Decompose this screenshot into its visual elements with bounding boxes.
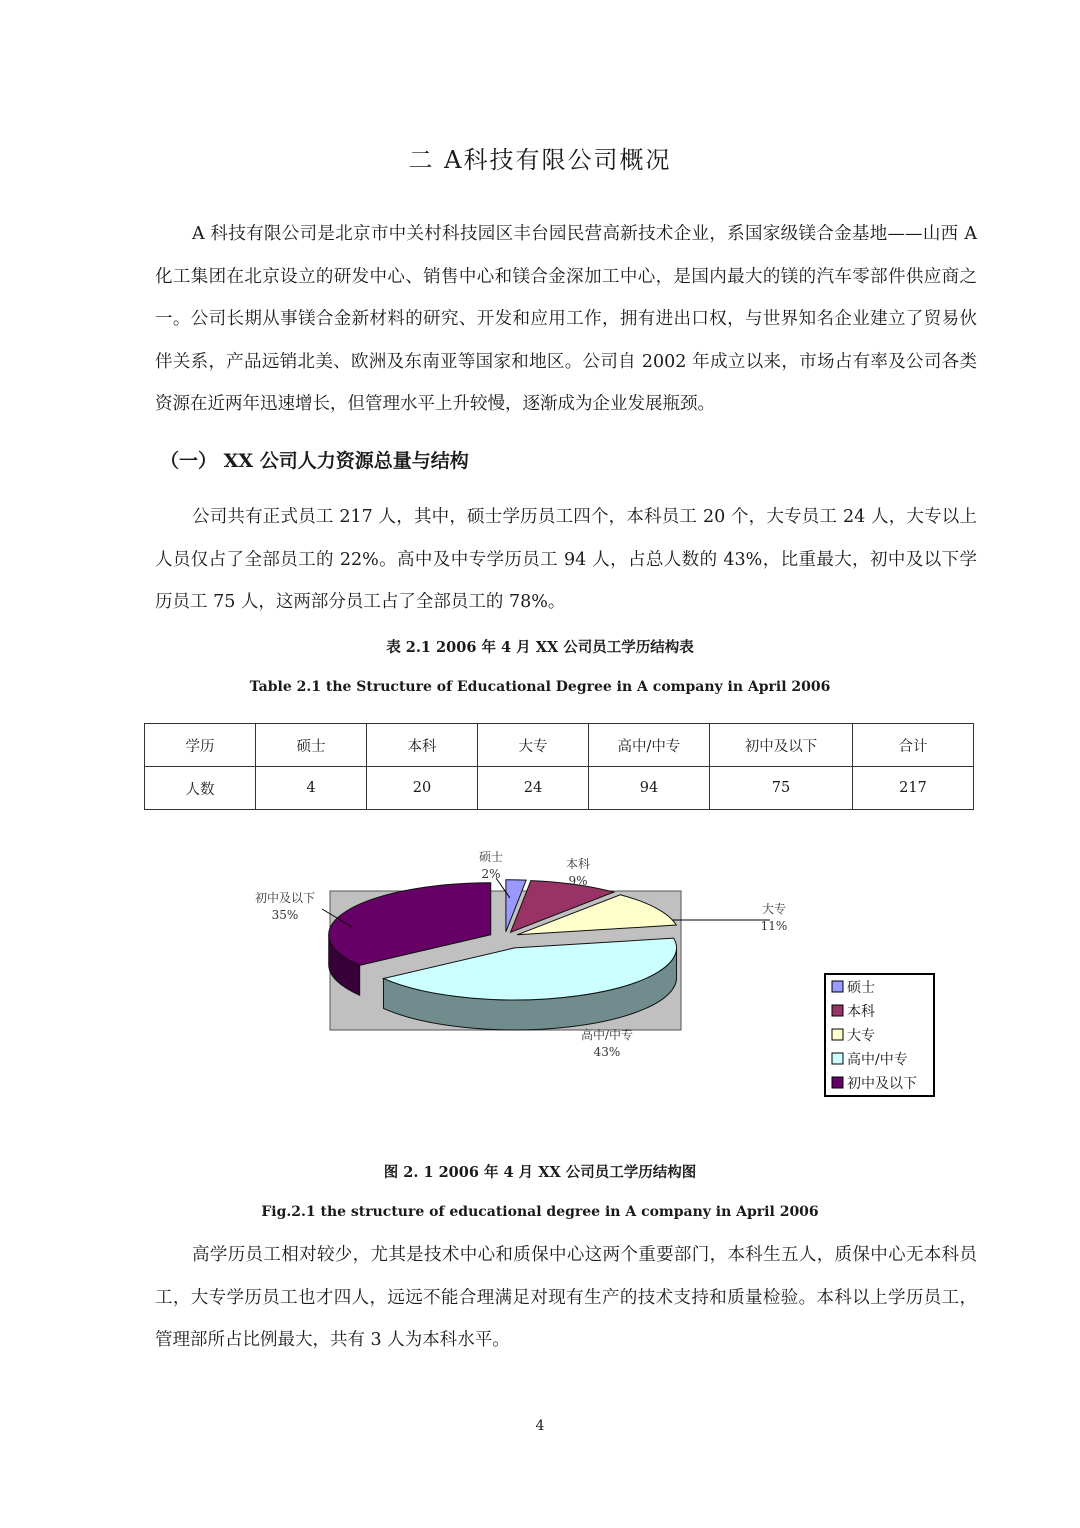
table-caption-cn: 表 2.1 2006 年 4 月 XX 公司员工学历结构表	[386, 639, 694, 656]
pie-value-label: 43%	[593, 1045, 621, 1059]
pie-value-label: 11%	[760, 919, 788, 933]
table-header-cell: 初中及以下	[710, 724, 853, 767]
table-header-cell: 硕士	[256, 724, 367, 767]
figure-caption-en: Fig.2.1 the structure of educational degree in A company in April 2006	[261, 1204, 819, 1220]
legend-swatch	[832, 1053, 843, 1064]
pie-value-label: 2%	[481, 867, 501, 881]
table-header-row	[145, 724, 974, 767]
table-header-cell: 合计	[853, 724, 974, 767]
legend-swatch	[832, 1077, 843, 1088]
table-caption-en: Table 2.1 the Structure of Educational Degree in A company in April 2006	[249, 679, 831, 695]
closing-paragraph	[155, 1234, 977, 1362]
table-header-cell: 学历	[145, 724, 256, 767]
pie-label: 本科	[565, 857, 591, 871]
legend-label: 本科	[847, 1004, 875, 1020]
table-header-cell: 本科	[367, 724, 478, 767]
legend-swatch	[832, 1029, 843, 1040]
table-row	[145, 767, 974, 810]
intro-paragraph	[155, 213, 977, 426]
section-heading: （一） XX 公司人力资源总量与结构	[160, 450, 469, 472]
table-cell: 75	[710, 767, 853, 810]
legend-swatch	[832, 1005, 843, 1016]
legend-label: 高中/中专	[847, 1052, 908, 1068]
pie-value-label: 35%	[271, 908, 299, 922]
page-number: 4	[535, 1418, 545, 1434]
table-cell: 94	[589, 767, 710, 810]
table-cell: 人数	[145, 767, 256, 810]
table-cell: 24	[478, 767, 589, 810]
pie-label: 大专	[761, 902, 787, 916]
pie-value-label: 9%	[568, 874, 588, 888]
legend-label: 硕士	[847, 980, 875, 996]
figure-caption-cn: 图 2. 1 2006 年 4 月 XX 公司员工学历结构图	[383, 1164, 697, 1181]
table-cell: 20	[367, 767, 478, 810]
table-header-cell: 大专	[478, 724, 589, 767]
pie-label: 初中及以下	[254, 891, 316, 905]
legend-label: 大专	[847, 1028, 875, 1044]
education-pie-chart	[0, 830, 1080, 1120]
pie-label: 硕士	[478, 850, 504, 864]
pie-label: 高中/中专	[580, 1028, 634, 1042]
section-text: 公司共有正式员工 217 人，其中，硕士学历员工四个，本科员工 20 个，大专员工 24 人，大专以上人员仅占了全部员工的 22%。高中及中专学历员工 94 人，占总人数的 43%，比重最大，初中及以下学历员工 75 人，这两部分员工占了全部员工的 78%。	[155, 507, 977, 612]
legend-label: 初中及以下	[847, 1076, 917, 1092]
table-header-cell: 高中/中专	[589, 724, 710, 767]
legend-swatch	[832, 981, 843, 992]
section-paragraph	[155, 496, 977, 624]
table-cell: 217	[853, 767, 974, 810]
education-table	[144, 723, 974, 810]
table-cell: 4	[256, 767, 367, 810]
closing-text: 高学历员工相对较少，尤其是技术中心和质保中心这两个重要部门，本科生五人，质保中心无本科员工，大专学历员工也才四人，远远不能合理满足对现有生产的技术支持和质量检验。本科以上学历员工，管理部所占比例最大，共有 3 人为本科水平。	[155, 1245, 977, 1350]
page-title: 二 A科技有限公司概况	[408, 146, 672, 174]
intro-text: A 科技有限公司是北京市中关村科技园区丰台园民营高新技术企业，系国家级镁合金基地——山西 A 化工集团在北京设立的研发中心、销售中心和镁合金深加工中心，是国内最大的镁的汽车零部件供应商之一。公司长期从事镁合金新材料的研究、开发和应用工作，拥有进出口权，与世界知名企业建立了贸易伙伴关系，产品远销北美、欧洲及东南亚等国家和地区。公司自 2002 年成立以来，市场占有率及公司各类资源在近两年迅速增长，但管理水平上升较慢，逐渐成为企业发展瓶颈。	[155, 224, 977, 414]
